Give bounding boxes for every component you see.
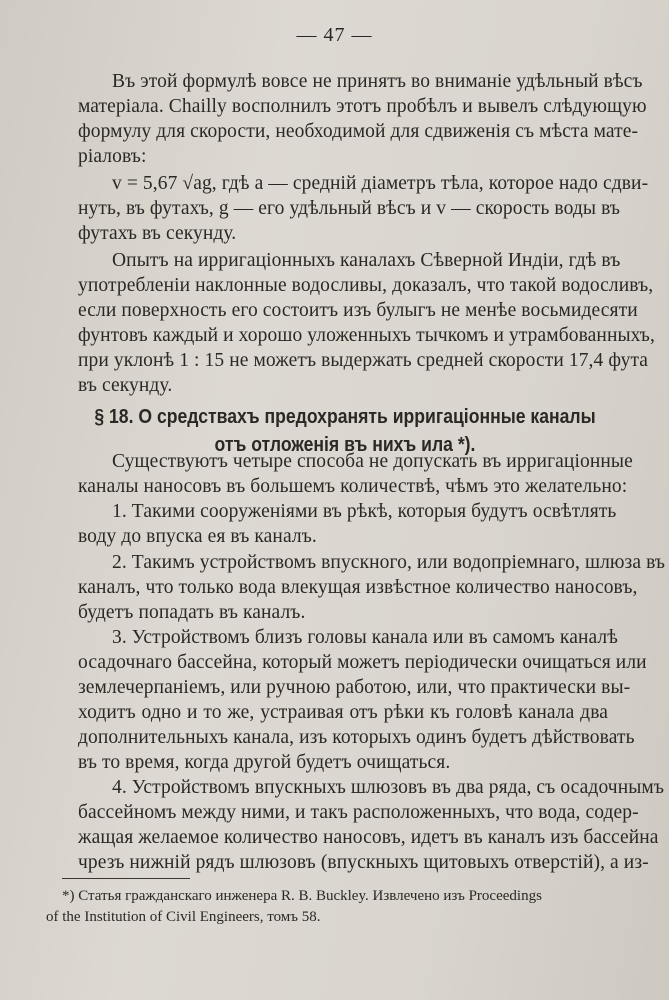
formula-line: v = 5,67 √ag, гдѣ a — средній діаметръ тѣла, которое надо сдви- (112, 173, 649, 194)
text-line: Существуютъ четыре способа не допускать въ ирригаціонные (112, 451, 633, 472)
list-item-line: 1. Такими сооруженіями въ рѣкѣ, которыя будутъ освѣтлять (112, 501, 617, 522)
list-item-line: воду до впуска ея въ каналъ. (78, 526, 317, 547)
list-item-line: землечерпаніемъ, или ручною работою, или, что практически вы- (78, 677, 631, 698)
text-line: если поверхность его состоитъ изъ булыгъ не менѣе восьмидесяти (78, 300, 638, 321)
text-line: при уклонѣ 1 : 15 не можетъ выдержать средней скорости 17,4 фута (78, 350, 649, 371)
list-item-line: жащая желаемое количество наносовъ, идетъ въ каналъ изъ бассейна (78, 827, 659, 848)
text-line: нуть, въ футахъ, g — его удѣльный вѣсъ и v — скорость воды въ (78, 198, 621, 219)
text-line: Опытъ на ирригаціонныхъ каналахъ Сѣверной Индіи, гдѣ въ (112, 250, 621, 271)
list-item-line: дополнительныхъ канала, изъ которыхъ одинъ будетъ дѣйствовать (78, 727, 635, 748)
page-number: — 47 — (296, 24, 373, 46)
list-item-line: въ то время, когда другой будетъ очищаться. (78, 752, 451, 773)
text-line: футахъ въ секунду. (78, 223, 237, 244)
list-item-line: каналъ, что только вода влекущая извѣстное количество наносовъ, (78, 577, 638, 598)
list-item-line: чрезъ нижній рядъ шлюзовъ (впускныхъ щитовыхъ отверстій), а из- (78, 852, 649, 873)
text-line: фунтовъ каждый и хорошо уложенныхъ тычкомъ и утрамбованныхъ, (78, 325, 655, 346)
text-line: формулу для скорости, необходимой для сдвиженія съ мѣста мате- (78, 121, 639, 142)
text-line: ріаловъ: (78, 146, 147, 167)
text-line: Въ этой формулѣ вовсе не принятъ во вниманіе удѣльный вѣсъ (112, 71, 643, 92)
footnote-line: *) Статья гражданскаго инженера R. B. Buckley. Извлечено изъ Proceedings (62, 888, 542, 904)
list-item-line: ходитъ одно и то же, устраивая отъ рѣки къ головѣ канала два (78, 702, 608, 723)
text-line: каналы наносовъ въ большемъ количествѣ, чѣмъ это желательно: (78, 476, 628, 497)
list-item-line: 3. Устройствомъ близъ головы канала или въ самомъ каналѣ (112, 627, 618, 648)
list-item-line: осадочнаго бассейна, который можетъ періодически очищаться или (78, 652, 647, 673)
list-item-line: 4. Устройствомъ впускныхъ шлюзовъ въ два ряда, съ осадочнымъ (112, 777, 665, 798)
list-item-line: 2. Такимъ устройствомъ впускного, или водопріемнаго, шлюза въ (112, 552, 666, 573)
footnote-line: of the Institution of Civil Engineers, томъ 58. (46, 909, 321, 925)
list-item-line: бассейномъ между ними, и такъ расположенныхъ, что вода, содер- (78, 802, 639, 823)
section-heading-continued: отъ отложенія въ нихъ ила *). (214, 434, 476, 456)
text-line: въ секунду. (78, 375, 173, 396)
list-item-line: будетъ попадать въ каналъ. (78, 602, 306, 623)
footnote-rule (62, 878, 190, 879)
section-heading: § 18. О средствахъ предохранять ирригаціонные каналы (94, 406, 596, 428)
text-line: матеріала. Chailly восполнилъ этотъ пробѣлъ и вывелъ слѣдующую (78, 96, 647, 117)
text-line: употребленіи наклонные водосливы, доказалъ, что такой водосливъ, (78, 275, 654, 296)
